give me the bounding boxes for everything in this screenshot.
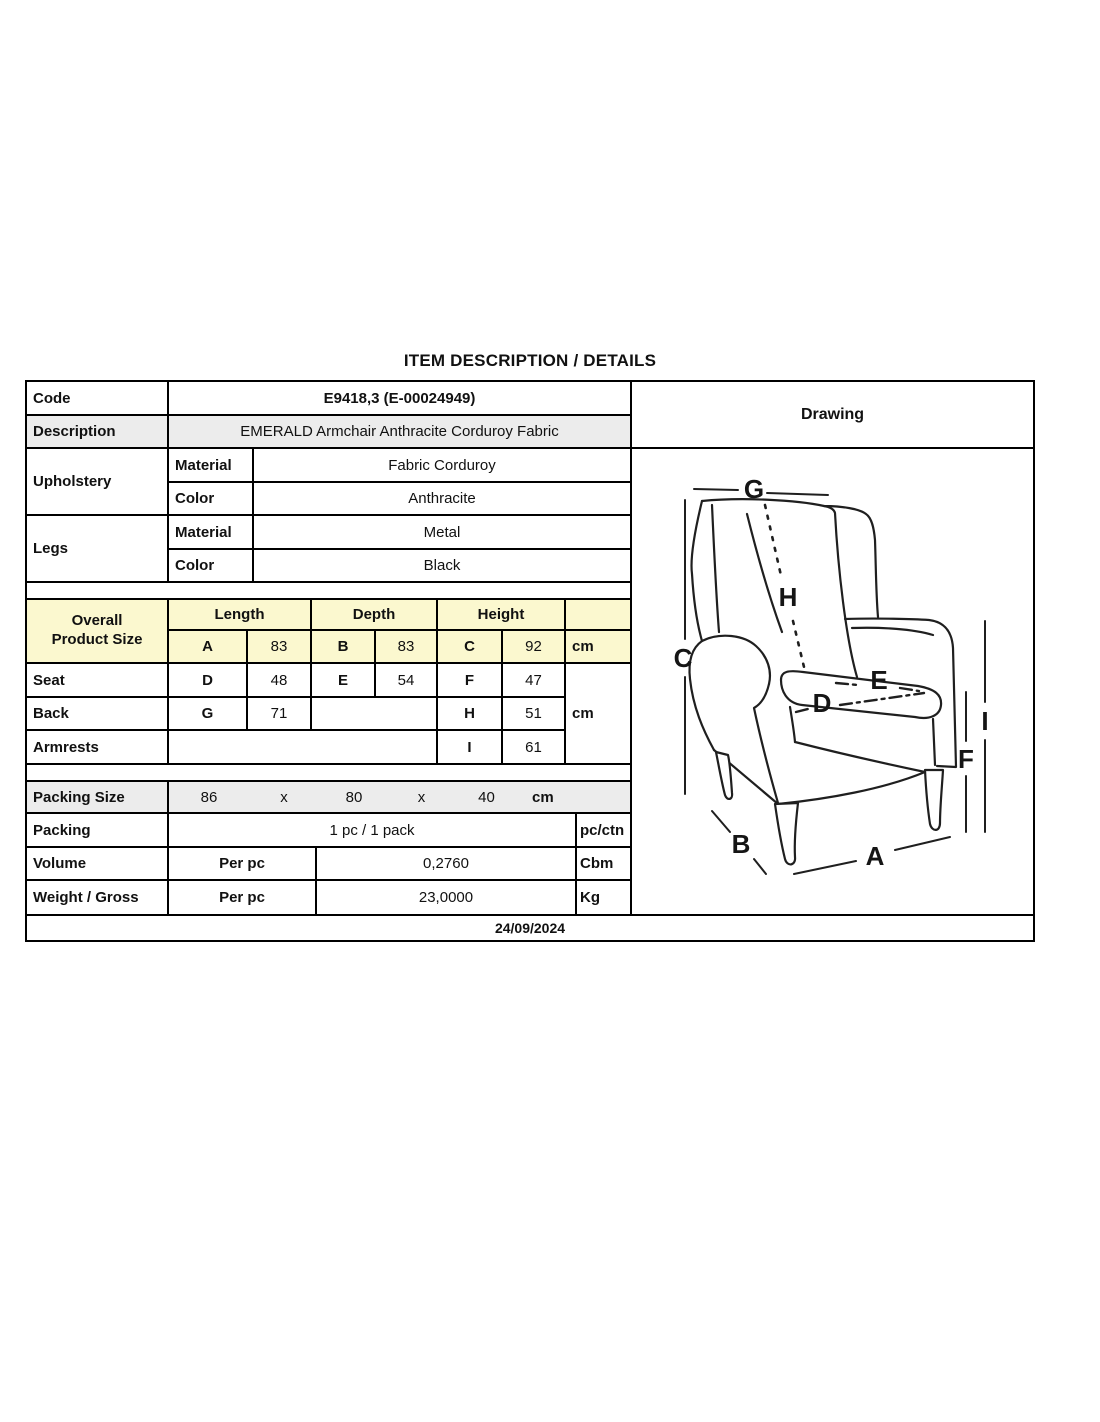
back-val-h: 51 (503, 698, 566, 731)
dim-label-b: B (731, 829, 751, 859)
info-section (27, 382, 630, 583)
upholstery-material-label: Material (169, 449, 254, 483)
overall-size-line2: Product Size (51, 631, 143, 648)
packing-size-v2: 80 (319, 782, 389, 814)
size-unit-span: cm (566, 664, 630, 765)
seat-val-d: 48 (248, 664, 312, 698)
seat-val-f: 47 (503, 664, 566, 698)
packing-size-v3: 40 (454, 782, 519, 814)
packing-size-row (27, 782, 630, 814)
overall-key-a: A (169, 631, 248, 664)
back-key-h: H (438, 698, 503, 731)
dim-label-f: F (958, 744, 974, 774)
weight-label: Weight / Gross (27, 881, 169, 914)
upholstery-color-label: Color (169, 483, 254, 516)
size-section (27, 600, 630, 765)
dim-label-i: I (981, 706, 989, 736)
upholstery-color-value: Anthracite (254, 483, 630, 516)
spec-table (25, 380, 1035, 942)
code-value: E9418,3 (E-00024949) (169, 382, 630, 416)
back-empty (312, 698, 438, 731)
legs-material-label: Material (169, 516, 254, 550)
packing-row (27, 814, 630, 848)
drawing-header: Drawing (632, 382, 1033, 449)
page-title: ITEM DESCRIPTION / DETAILS (403, 351, 657, 370)
overall-val-a: 83 (248, 631, 312, 664)
section-divider (27, 583, 630, 600)
seat-label: Seat (27, 664, 169, 698)
chair-back-left-inner (712, 505, 719, 632)
overall-val-b: 83 (376, 631, 438, 664)
back-key-g: G (169, 698, 248, 731)
overall-val-c: 92 (503, 631, 566, 664)
overall-size-label (27, 600, 169, 664)
chair-left-arm-outer (690, 641, 715, 750)
back-label: Back (27, 698, 169, 731)
overall-key-c: C (438, 631, 503, 664)
overall-unit: cm (566, 631, 630, 664)
packing-value: 1 pc / 1 pack (169, 814, 577, 848)
packing-unit: pc/ctn (577, 814, 630, 848)
chair-back-left-edge (691, 501, 702, 641)
dim-label-e: E (870, 665, 888, 695)
depth-header: Depth (312, 600, 438, 631)
armrests-val-i: 61 (503, 731, 566, 765)
weight-row (27, 881, 630, 914)
seat-val-e: 54 (376, 664, 438, 698)
weight-value: 23,0000 (317, 881, 577, 914)
chair-seat-band-left (790, 707, 795, 742)
dim-label-g: G (743, 474, 765, 504)
chair-left-wing-inner (747, 514, 782, 632)
legs-material-value: Metal (254, 516, 630, 550)
armrests-label: Armrests (27, 731, 169, 765)
weight-unit: Kg (580, 889, 600, 906)
chair-right-wing-inner (824, 506, 857, 677)
legs-label: Legs (27, 516, 169, 583)
armrests-key-i: I (438, 731, 503, 765)
chair-left-arm-front (754, 684, 778, 803)
volume-unit: Cbm (577, 848, 630, 881)
legs-color-label: Color (169, 550, 254, 583)
chair-leg-front-right (925, 770, 943, 830)
armrests-empty (169, 731, 438, 765)
dim-label-a: A (865, 841, 885, 871)
dim-label-h: H (778, 582, 798, 612)
seat-key-e: E (312, 664, 376, 698)
volume-row (27, 848, 630, 881)
packing-size-v1: 86 (169, 782, 249, 814)
spec-table-left (27, 382, 632, 914)
packing-size-x1: x (249, 782, 319, 814)
seat-key-d: D (169, 664, 248, 698)
chair-left-arm-roll (702, 636, 770, 684)
description-value: EMERALD Armchair Anthracite Corduroy Fabric (169, 416, 630, 449)
seat-key-f: F (438, 664, 503, 698)
description-label: Description (27, 416, 169, 449)
chair-leg-back-left (716, 752, 732, 799)
packing-size-label: Packing Size (27, 782, 169, 814)
chair-seat-band-seam (795, 742, 925, 772)
packing-label: Packing (27, 814, 169, 848)
drawing-area (632, 449, 1033, 914)
chair-right-arm-seam (852, 628, 933, 635)
overall-key-b: B (312, 631, 376, 664)
dim-label-d: D (812, 688, 832, 718)
date-stamp: 24/09/2024 (27, 914, 1033, 940)
unit-header-empty (566, 600, 630, 631)
volume-value: 0,2760 (317, 848, 577, 881)
weight-per: Per pc (169, 881, 317, 914)
chair-leg-front-left (775, 803, 798, 864)
packing-size-x2: x (389, 782, 454, 814)
armchair-line-drawing (632, 449, 1033, 914)
spec-table-body (27, 382, 1033, 914)
packing-size-unit: cm (519, 782, 630, 814)
upholstery-material-value: Fabric Corduroy (254, 449, 630, 483)
overall-size-line1: Overall (71, 612, 123, 630)
chair-base-front-bottom (778, 772, 925, 804)
drawing-panel (632, 382, 1033, 914)
spec-sheet (25, 351, 1035, 942)
chair-base-right-edge (933, 719, 935, 765)
back-val-g: 71 (248, 698, 312, 731)
dim-label-c: C (673, 643, 693, 673)
height-header: Height (438, 600, 566, 631)
code-label: Code (27, 382, 169, 416)
volume-label: Volume (27, 848, 169, 881)
length-header: Length (169, 600, 312, 631)
section-divider (27, 765, 630, 782)
upholstery-label: Upholstery (27, 449, 169, 516)
volume-per: Per pc (169, 848, 317, 881)
legs-color-value: Black (254, 550, 630, 583)
